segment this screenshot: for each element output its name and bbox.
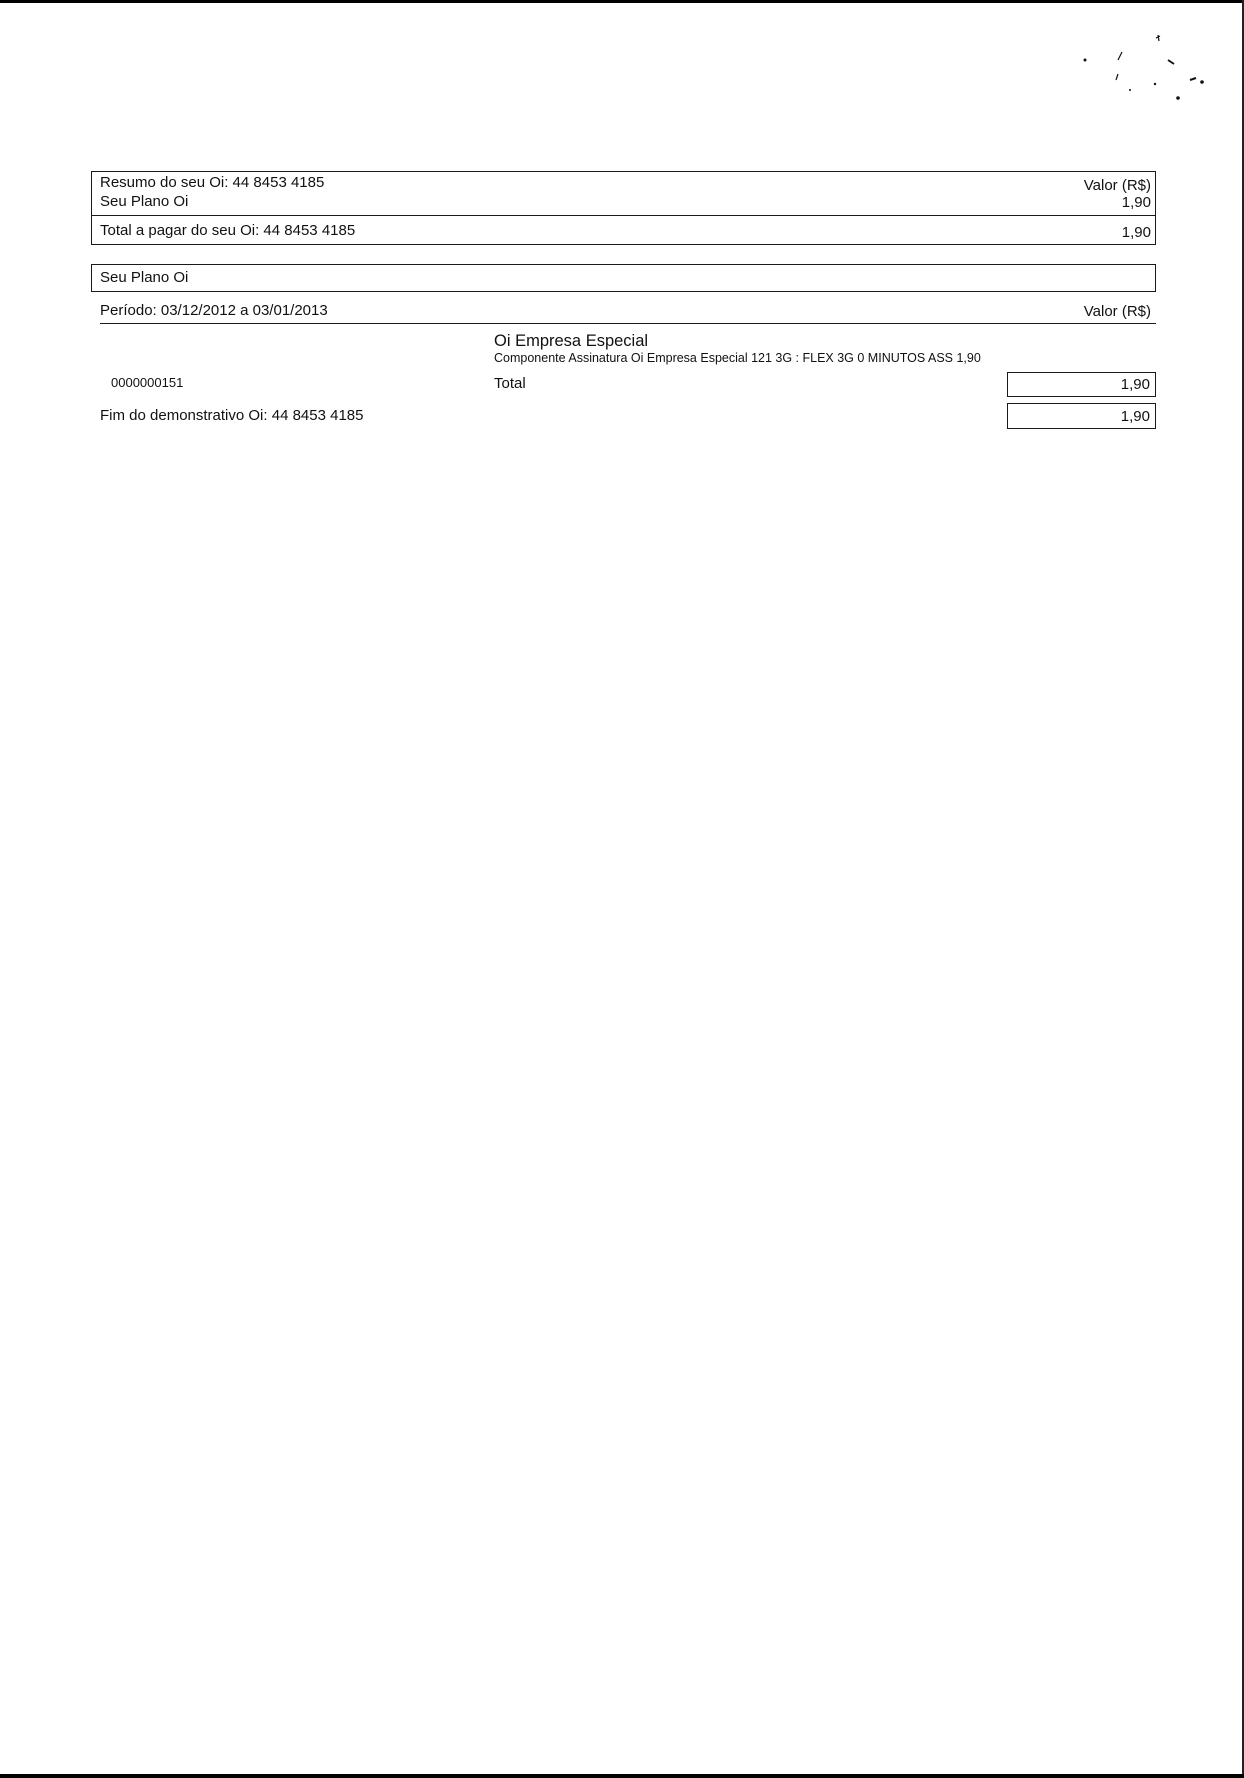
plan-section-box <box>91 264 1156 292</box>
scan-speckles <box>1070 30 1230 110</box>
component-line: Componente Assinatura Oi Empresa Especial 121 3G : FLEX 3G 0 MINUTOS ASS 1,90 <box>494 351 981 365</box>
summary-plan-label: Seu Plano Oi <box>100 193 189 210</box>
end-value: 1,90 <box>1120 408 1150 425</box>
detail-total-label: Total <box>494 375 526 392</box>
summary-total-label: Total a pagar do seu Oi: 44 8453 4185 <box>100 222 356 239</box>
end-label: Fim do demonstrativo Oi: 44 8453 4185 <box>100 407 364 424</box>
plan-section-title: Seu Plano Oi <box>100 269 189 286</box>
scan-edge-top <box>0 0 1244 3</box>
plan-name: Oi Empresa Especial <box>494 332 649 350</box>
summary-title: Resumo do seu Oi: 44 8453 4185 <box>100 174 325 191</box>
period-rule <box>100 323 1156 324</box>
detail-total-value: 1,90 <box>1120 376 1150 393</box>
summary-value-header: Valor (R$) <box>1083 177 1151 194</box>
detail-code: 0000000151 <box>111 375 184 390</box>
summary-plan-value: 1,90 <box>1121 194 1151 211</box>
summary-divider <box>92 215 1155 216</box>
scan-edge-bottom <box>0 1774 1244 1778</box>
summary-total-value: 1,90 <box>1121 224 1151 241</box>
plan-value-header: Valor (R$) <box>1083 303 1151 320</box>
period-label: Período: 03/12/2012 a 03/01/2013 <box>100 302 328 319</box>
